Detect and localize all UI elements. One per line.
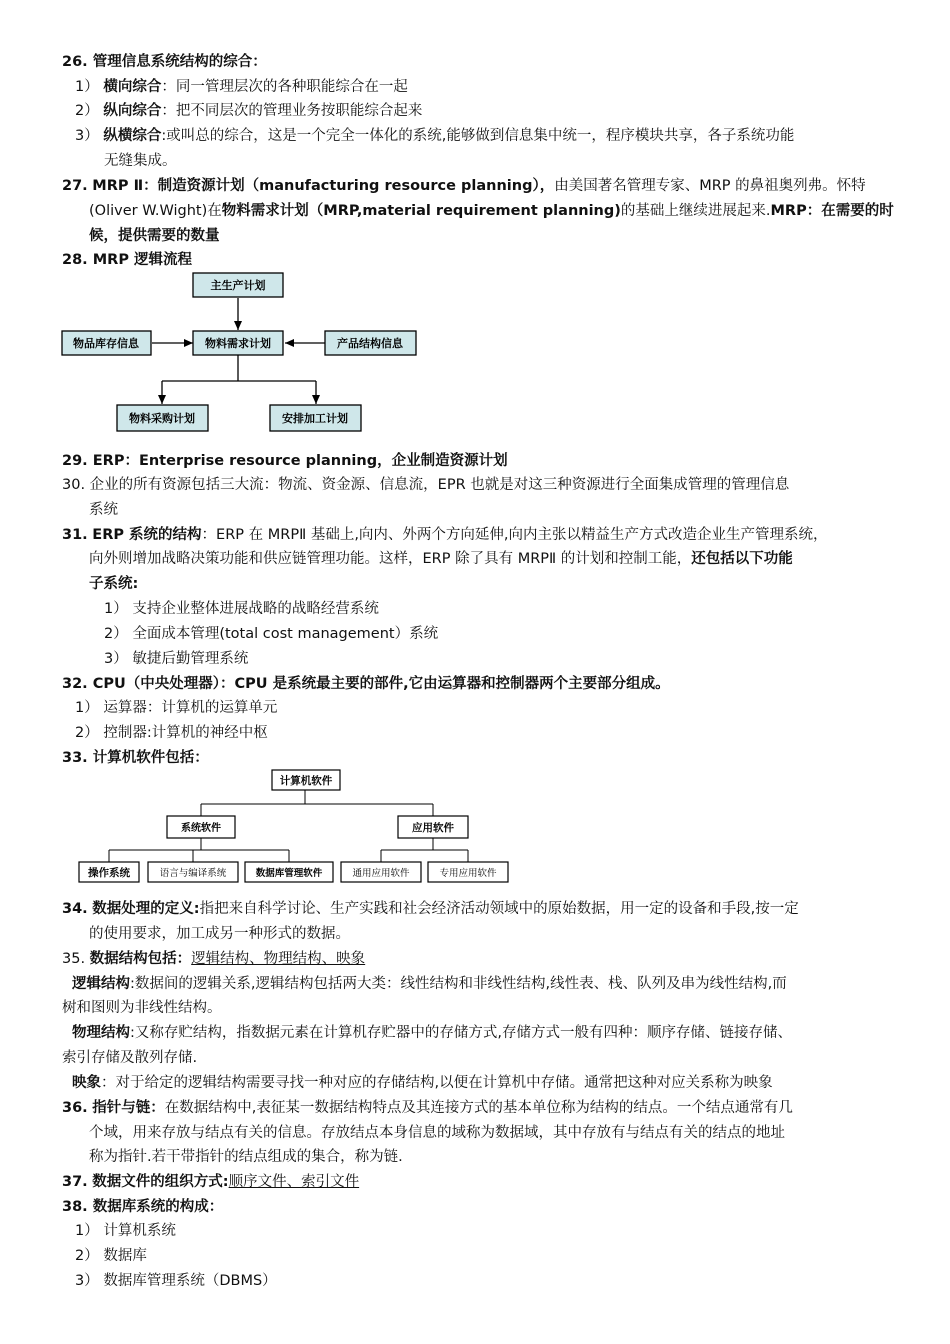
tree-system-software-box: [167, 816, 235, 838]
tree-application-software-label: 应用软件: [412, 822, 454, 834]
item-27-line-2: (Oliver W.Wight)在物料需求计划（MRP,material requirement planning)的基础上继续进展起来.MRP：在需要的时: [89, 203, 894, 219]
tree-leaf-special-app-label: 专用应用软件: [439, 868, 497, 879]
tree-root-label: 计算机软件: [279, 775, 333, 787]
item-37: 37. 数据文件的组织方式:顺序文件、索引文件: [62, 1174, 360, 1190]
item-27-line-3: 候，提供需要的数量: [89, 228, 220, 244]
tree-leaf-os-label: 操作系统: [88, 867, 130, 879]
item-38-heading: 38. 数据库系统的构成：: [62, 1199, 224, 1215]
item-27-line-1: 27. MRP Ⅱ：制造资源计划（manufacturing resource planning），由美国著名管理专家、MRP 的鼻祖奥列弗。怀特: [62, 178, 866, 194]
item-38-sub-3: 3） 数据库管理系统（DBMS）: [75, 1273, 277, 1289]
box-inventory-info-label: 物品库存信息: [73, 337, 139, 350]
item-26-sub-3-cont: 无缝集成。: [104, 153, 177, 169]
tree-leaf-dbms: [245, 862, 333, 882]
tree-system-software-label: 系统软件: [181, 823, 221, 834]
item-26-sub-1: 1） 横向综合：同一管理层次的各种职能综合在一起: [75, 79, 408, 95]
item-31-sub-1: 1） 支持企业整体进展战略的战略经营系统: [104, 601, 379, 617]
box-purchase-plan-label: 物料采购计划: [129, 412, 195, 425]
item-32-sub-2: 2） 控制器:计算机的神经中枢: [75, 725, 268, 741]
item-33-heading: 33. 计算机软件包括：: [62, 750, 209, 766]
tree-leaf-general-app: [341, 862, 421, 882]
item-30: 30. 企业的所有资源包括三大流：物流、资金源、信息流，EPR 也就是对这三种资源进行全面集成管理的管理信息: [62, 477, 790, 493]
item-31-line-3: 子系统:: [89, 576, 139, 592]
item-35-physical-cont: 索引存储及散列存储.: [62, 1050, 198, 1066]
box-material-requirement-plan-label: 物料需求计划: [205, 337, 271, 350]
tree-leaf-dbms-label: 数据库管理软件: [255, 868, 323, 879]
item-32-heading: 32. CPU（中央处理器）：CPU 是系统最主要的部件,它由运算器和控制器两个主要部分组成。: [62, 676, 670, 692]
box-product-structure-info-label: 产品结构信息: [337, 337, 403, 350]
item-26-heading: 26. 管理信息系统结构的综合：: [62, 54, 267, 70]
item-31-sub-3: 3） 敏捷后勤管理系统: [104, 651, 249, 667]
item-36-line-2: 个域，用来存放与结点有关的信息。存放结点本身信息的域称为数据域，其中存放有与结点有关的结点的地址: [89, 1125, 785, 1141]
item-35-logic-cont: 树和图则为非线性结构。: [62, 1000, 222, 1016]
item-38-sub-2: 2） 数据库: [75, 1248, 147, 1264]
box-processing-plan-label: 安排加工计划: [282, 412, 348, 425]
tree-leaf-language-compiler: [148, 862, 238, 882]
item-34: 34. 数据处理的定义:指把来自科学讨论、生产实践和社会经济活动领域中的原始数据，用一定的设备和手段,按一定: [62, 901, 799, 917]
item-29: 29. ERP：Enterprise resource planning，企业制造资源计划: [62, 453, 508, 469]
tree-leaf-language-compiler-label: 语言与编译系统: [159, 868, 227, 879]
item-28-heading: 28. MRP 逻辑流程: [62, 252, 193, 268]
box-master-production-plan-label: 主生产计划: [210, 279, 266, 292]
item-26-sub-2: 2） 纵向综合：把不同层次的管理业务按职能综合起来: [75, 103, 423, 119]
item-30-cont: 系统: [89, 502, 118, 518]
tree-root-box: [272, 770, 340, 790]
item-35-logic: 逻辑结构:数据间的逻辑关系,逻辑结构包括两大类：线性结构和非线性结构,线性表、栈、队列及串为线性结构,而: [72, 976, 787, 992]
item-34-cont: 的使用要求，加工成另一种形式的数据。: [89, 926, 350, 942]
item-31-line-1: 31. ERP 系统的结构：ERP 在 MRPⅡ 基础上,向内、外两个方向延伸,向内主张以精益生产方式改造企业生产管理系统，: [62, 527, 828, 543]
item-26-sub-3: 3） 纵横综合:或叫总的综合，这是一个完全一体化的系统,能够做到信息集中统一，程序模块共享，各子系统功能: [75, 128, 795, 144]
tree-leaf-special-app: [428, 862, 508, 882]
tree-leaf-general-app-label: 通用应用软件: [352, 868, 410, 879]
item-38-sub-1: 1） 计算机系统: [75, 1223, 176, 1239]
item-32-sub-1: 1） 运算器：计算机的运算单元: [75, 700, 278, 716]
item-35-heading: 35. 数据结构包括：逻辑结构、物理结构、映象: [62, 951, 366, 967]
item-31-sub-2: 2） 全面成本管理(total cost management）系统: [104, 626, 439, 642]
item-35-mapping: 映象：对于给定的逻辑结构需要寻找一种对应的存储结构,以便在计算机中存储。通常把这种对应关系称为映象: [72, 1075, 773, 1091]
item-36-line-1: 36. 指针与链：在数据结构中,表征某一数据结构特点及其连接方式的基本单位称为结构的结点。一个结点通常有几: [62, 1100, 793, 1116]
tree-leaf-os: [79, 862, 139, 882]
item-31-line-2: 向外则增加战略决策功能和供应链管理功能。这样，ERP 除了具有 MRPⅡ 的计划和控制工能，还包括以下功能: [89, 551, 793, 567]
item-36-line-3: 称为指针.若干带指针的结点组成的集合，称为链.: [89, 1149, 403, 1165]
item-35-physical: 物理结构:又称存贮结构，指数据元素在计算机存贮器中的存储方式,存储方式一般有四种：顺序存储、链接存储、: [72, 1025, 792, 1041]
tree-application-software-box: [398, 816, 468, 838]
